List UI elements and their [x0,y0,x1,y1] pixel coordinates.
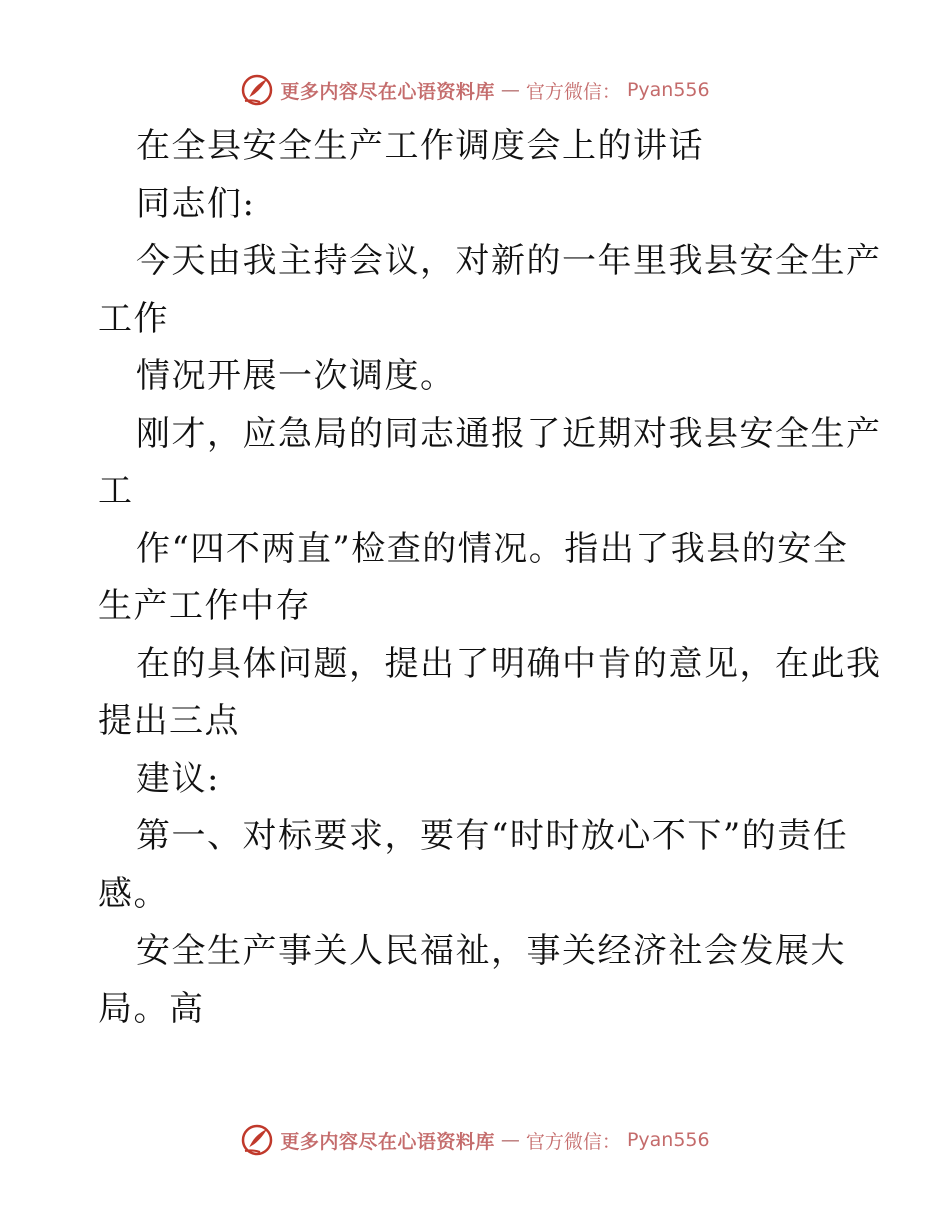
footer-watermark [0,1120,950,1160]
header-watermark [0,70,950,110]
document-title: 在全县安全生产工作调度会上的讲话 [136,126,704,166]
text-line: 在的具体问题，提出了明确中肯的意见，在此我 [136,643,882,684]
text-line: 提出三点 [98,701,240,741]
watermark-main-text: 更多内容尽在心语资料库 [280,80,495,103]
quill-logo-icon [240,1123,274,1157]
text-line: 刚才，应急局的同志通报了近期对我县安全生产 [136,413,882,454]
watermark-separator: — [500,79,520,101]
text-line: 安全生产事关人民福祉，事关经济社会发展大 [136,931,846,971]
text-line: 工 [98,471,134,511]
text-line: 作“四不两直”检查的情况。指出了我县的安全 [136,528,849,569]
watermark-label: 官方微信： [525,1130,621,1153]
watermark-label: 官方微信： [525,80,621,103]
quill-logo-icon [240,73,274,107]
document-body [98,118,882,1038]
text-line: 情况开展一次调度。 [136,356,456,396]
text-line: 工作 [98,298,169,339]
text-line: 今天由我主持会议，对新的一年里我县安全生产 [136,241,882,281]
text-line: 局。高 [98,988,205,1029]
salutation: 同志们: [136,183,256,224]
watermark-separator: — [500,1129,520,1151]
watermark-account: Pyan556 [626,79,710,101]
text-line: 建议: [136,758,220,799]
watermark-main-text: 更多内容尽在心语资料库 [280,1130,495,1153]
text-line: 生产工作中存 [98,586,311,626]
text-line: 感。 [98,873,169,914]
watermark-account: Pyan556 [626,1129,710,1151]
text-line: 第一、对标要求，要有“时时放心不下”的责任 [136,816,849,856]
